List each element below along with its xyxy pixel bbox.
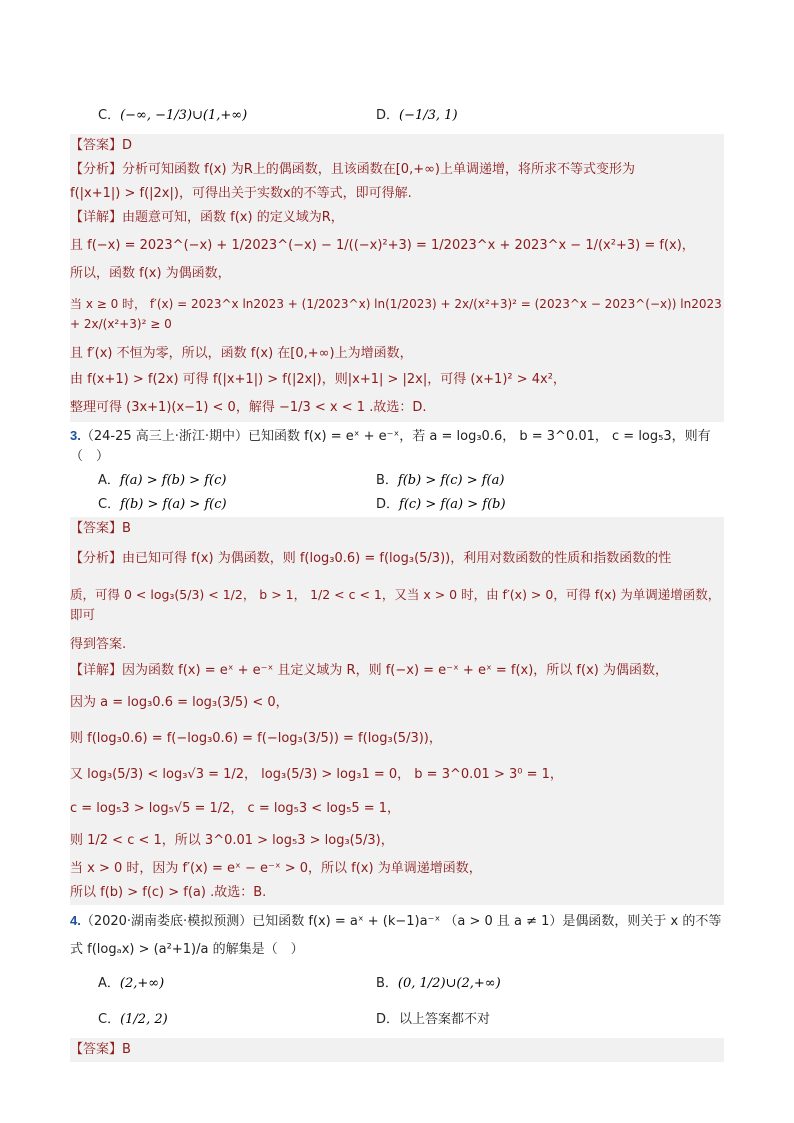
q4-option-a	[70, 974, 376, 994]
option-label: A．	[98, 976, 120, 991]
q3-solution-block	[70, 517, 724, 905]
detail-line-1	[70, 206, 724, 230]
q3-option-c	[70, 495, 376, 515]
q4-option-b	[376, 974, 501, 994]
option-label: A．	[98, 473, 120, 488]
question-stem: （24-25 高三上·浙江·期中）已知函数 f(x) = eˣ + e⁻ˣ，若 a = log₃0.6， b = 3^0.01， c = log₅3，则有（ ）	[70, 429, 711, 464]
answer-line	[70, 134, 724, 158]
answer-value: B	[122, 521, 131, 536]
detail-line-6: 则 1/2 < c < 1，所以 3^0.01 > log₅3 > log₃(5/3)，	[70, 833, 394, 848]
answer-line	[70, 517, 724, 541]
analysis-text: 分析可知函数 f(x) 为R上的偶函数，且该函数在[0,+∞)上单调递增，将所求不等式变形为	[122, 162, 635, 177]
analysis-line-1	[70, 158, 724, 182]
question-4-stem-line-2: 式 f(logₐx) > (a²+1)/a 的解集是（ ）	[70, 942, 304, 957]
detail-line-1	[70, 657, 724, 685]
question-number: 3.	[70, 428, 81, 443]
question-4-stem	[70, 909, 724, 934]
answer-value: B	[122, 1042, 131, 1057]
analysis-line-2: f(|x+1|) > f(|2x|)，可得出关于实数x的不等式，即可得解.	[70, 186, 412, 201]
option-label: D．	[376, 497, 400, 512]
option-math: f(c) > f(a) > f(b)	[399, 497, 506, 512]
analysis-line-2: 质，可得 0 < log₃(5/3) < 1/2， b > 1， 1/2 < c < 1，又当 x > 0 时，由 f′(x) > 0，可得 f(x) 为单调递增函数，即可	[70, 587, 721, 622]
q3-options-row-2	[70, 493, 724, 517]
document-page	[70, 98, 724, 1062]
q3-options-row-1	[70, 469, 724, 493]
answer-tag: 【答案】	[70, 1042, 123, 1057]
answer-tag: 【答案】	[70, 521, 123, 536]
detail-tag: 【详解】	[70, 663, 123, 678]
question-stem: （2020·湖南娄底·模拟预测）已知函数 f(x) = aˣ + (k−1)a⁻ˣ （a > 0 且 a ≠ 1）是偶函数，则关于 x 的不等	[80, 914, 722, 929]
option-math: (−1/3, 1)	[399, 108, 458, 123]
answer-tag: 【答案】	[70, 138, 123, 153]
q4-options-row-2	[70, 1002, 724, 1038]
detail-line-6: 由 f(x+1) > f(2x) 可得 f(|x+1|) > f(|2x|)，则|x+1| > |2x|，可得 (x+1)² > 4x²，	[70, 372, 566, 387]
option-math: (0, 1/2)∪(2,+∞)	[397, 976, 501, 991]
option-label: C．	[98, 497, 121, 512]
detail-line-3: 则 f(log₃0.6) = f(−log₃0.6) = f(−log₃(3/5)) = f(log₃(5/3))，	[70, 731, 442, 746]
q4-options-row-1	[70, 966, 724, 1002]
detail-text: 由题意可知，函数 f(x) 的定义域为R，	[122, 210, 344, 225]
analysis-line-3: 得到答案.	[70, 637, 127, 652]
option-label: C．	[98, 108, 121, 123]
option-label: D．	[376, 108, 400, 123]
question-number: 4.	[70, 913, 81, 928]
answer-line	[70, 1038, 724, 1062]
detail-line-4: 又 log₃(5/3) < log₃√3 = 1/2， log₃(5/3) > log₃1 = 0， b = 3^0.01 > 3⁰ = 1，	[70, 767, 563, 782]
option-label: D．	[376, 1012, 400, 1027]
detail-line-8: 所以 f(b) > f(c) > f(a) .故选：B.	[70, 885, 267, 900]
option-math: f(a) > f(b) > f(c)	[119, 473, 227, 488]
option-math: f(b) > f(c) > f(a)	[397, 473, 505, 488]
analysis-tag: 【分析】	[70, 162, 123, 177]
prev-solution-block	[70, 134, 724, 422]
detail-line-3: 所以，函数 f(x) 为偶函数，	[70, 266, 231, 281]
option-math: (1/2, 2)	[120, 1012, 168, 1027]
detail-line-2: 因为 a = log₃0.6 = log₃(3/5) < 0，	[70, 695, 289, 710]
detail-line-5: 且 f′(x) 不恒为零，所以，函数 f(x) 在[0,+∞)上为增函数，	[70, 346, 413, 361]
detail-line-7: 整理可得 (3x+1)(x−1) < 0，解得 −1/3 < x < 1 .故选：D.	[70, 400, 427, 415]
prev-option-d	[376, 106, 458, 126]
q4-solution-block	[70, 1038, 724, 1062]
analysis-line-1	[70, 541, 724, 577]
analysis-text: 由已知可得 f(x) 为偶函数，则 f(log₃0.6) = f(log₃(5/3))，利用对数函数的性质和指数函数的性	[122, 551, 672, 566]
prev-option-c	[70, 106, 376, 126]
option-math: (2,+∞)	[119, 976, 165, 991]
detail-line-7: 当 x > 0 时，因为 f′(x) = eˣ − e⁻ˣ > 0，所以 f(x) 为单调递增函数，	[70, 861, 482, 876]
option-label: C．	[98, 1012, 121, 1027]
q3-option-b	[376, 471, 504, 491]
detail-line-2: 且 f(−x) = 2023^(−x) + 1/2023^(−x) − 1/((−x)²+3) = 1/2023^x + 2023^x − 1/(x²+3) = f(x)，	[70, 238, 695, 253]
q4-option-c	[70, 1010, 376, 1030]
detail-text: 因为函数 f(x) = eˣ + e⁻ˣ 且定义域为 R，则 f(−x) = e⁻ˣ + eˣ = f(x)，所以 f(x) 为偶函数，	[122, 663, 668, 678]
q3-option-d	[376, 495, 506, 515]
detail-line-5: c = log₅3 > log₅√5 = 1/2， c = log₅3 < log₅5 = 1，	[70, 801, 401, 816]
q4-option-d	[376, 1010, 490, 1030]
option-label: B．	[376, 473, 398, 488]
detail-line-4: 当 x ≥ 0 时， f′(x) = 2023^x ln2023 + (1/2023^x) ln(1/2023) + 2x/(x²+3)² = (2023^x − 2023^(−x)) ln2023 + 2x/(x²+3)² ≥ 0	[70, 297, 722, 331]
option-math: f(b) > f(a) > f(c)	[120, 497, 227, 512]
q3-option-a	[70, 471, 376, 491]
analysis-tag: 【分析】	[70, 551, 123, 566]
option-text: 以上答案都不对	[399, 1012, 491, 1027]
question-3-stem	[70, 424, 724, 469]
option-math: (−∞, −1/3)∪(1,+∞)	[120, 108, 248, 123]
option-label: B．	[376, 976, 398, 991]
answer-value: D	[122, 138, 133, 153]
prev-options-row	[70, 98, 724, 134]
detail-tag: 【详解】	[70, 210, 123, 225]
